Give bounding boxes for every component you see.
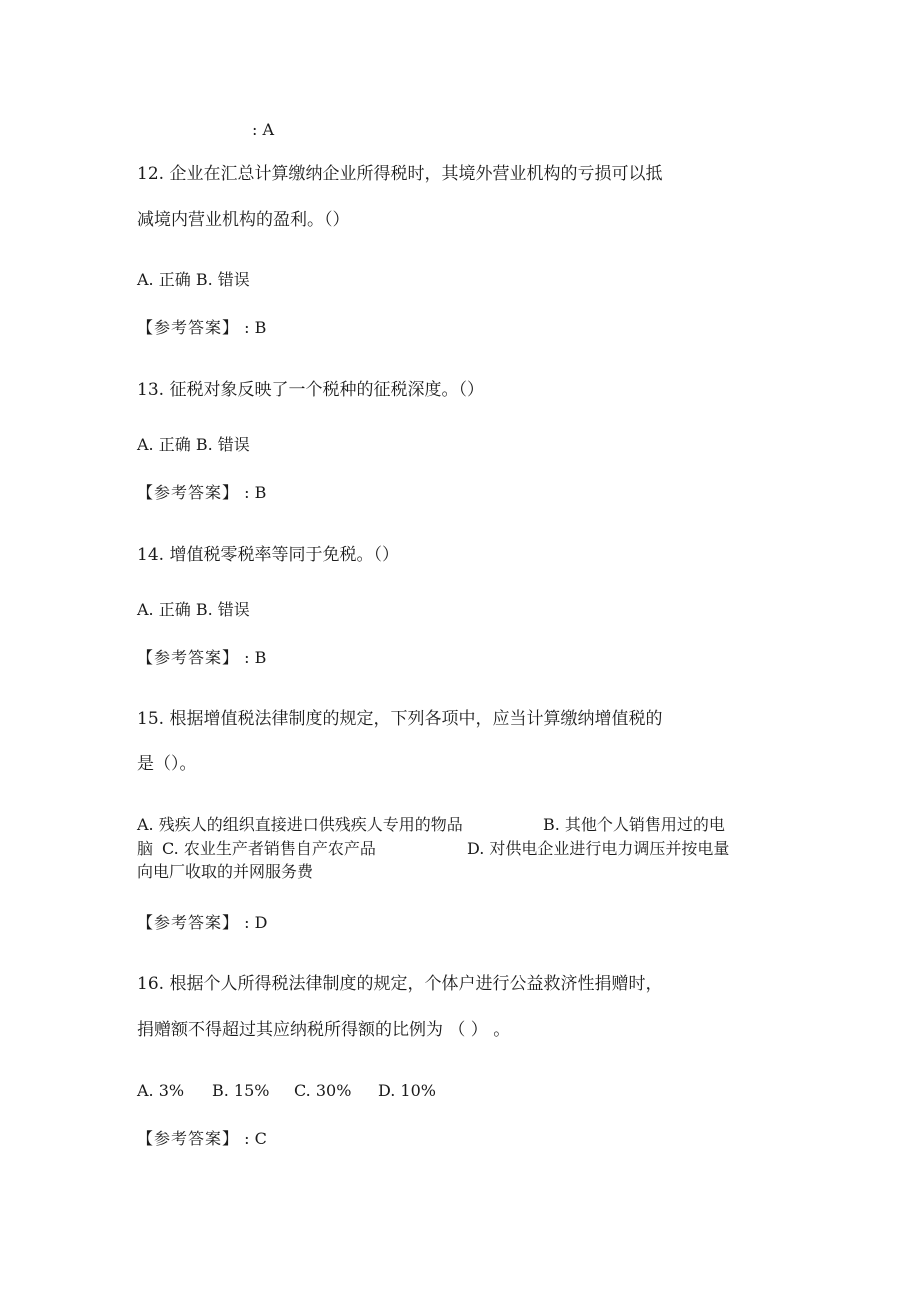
answer-value: : B (244, 483, 267, 502)
q15-text-line2: 是（）。 (137, 754, 197, 774)
q15-option-d-part1: D. 对供电企业进行电力调压并按电量 (467, 839, 730, 858)
q14-options: A. 正确 B. 错误 (137, 600, 250, 619)
answer-value: : D (244, 913, 268, 932)
answer-label: 【参考答案】 (137, 483, 240, 502)
previous-answer-value: : A (252, 120, 275, 139)
q16-option-b: B. 15% (212, 1081, 270, 1100)
answer-value: : B (244, 318, 267, 337)
answer-value: : B (244, 648, 267, 667)
q15-option-b-part1: B. 其他个人销售用过的电 (543, 815, 725, 834)
q14-text-line1: 14. 增值税零税率等同于免税。（） (137, 545, 399, 565)
q12-options: A. 正确 B. 错误 (137, 270, 250, 289)
q15-option-a: A. 残疾人的组织直接进口供残疾人专用的物品 (137, 815, 463, 834)
q12-answer (137, 318, 266, 338)
q12-text-line1: 12. 企业在汇总计算缴纳企业所得税时，其境外营业机构的亏损可以抵 (137, 164, 663, 184)
answer-label: 【参考答案】 (137, 1129, 240, 1148)
q16-option-c: C. 30% (294, 1081, 352, 1100)
q12-text-line2: 减境内营业机构的盈利。（） (137, 210, 350, 230)
answer-label: 【参考答案】 (137, 648, 240, 667)
answer-label: 【参考答案】 (137, 318, 240, 337)
q16-text-line2: 捐赠额不得超过其应纳税所得额的比例为 （ ） 。 (137, 1020, 511, 1040)
q15-option-c: C. 农业生产者销售自产农产品 (162, 839, 376, 858)
answer-value: : C (244, 1129, 267, 1148)
q13-text-line1: 13. 征税对象反映了一个税种的征税深度。（） (137, 380, 484, 400)
q16-option-a: A. 3% (137, 1081, 185, 1100)
q13-answer (137, 483, 266, 503)
q15-option-b-part2: 脑 (137, 839, 154, 858)
q13-options: A. 正确 B. 错误 (137, 435, 250, 454)
q15-text-line1: 15. 根据增值税法律制度的规定，下列各项中，应当计算缴纳增值税的 (137, 709, 663, 729)
q16-option-d: D. 10% (378, 1081, 436, 1100)
q16-text-line1: 16. 根据个人所得税法律制度的规定，个体户进行公益救济性捐赠时， (137, 974, 663, 994)
q15-option-d-part2: 向电厂收取的并网服务费 (137, 862, 314, 881)
q14-answer (137, 648, 266, 668)
q16-answer (137, 1129, 267, 1149)
answer-label: 【参考答案】 (137, 913, 240, 932)
q15-answer (137, 913, 267, 933)
